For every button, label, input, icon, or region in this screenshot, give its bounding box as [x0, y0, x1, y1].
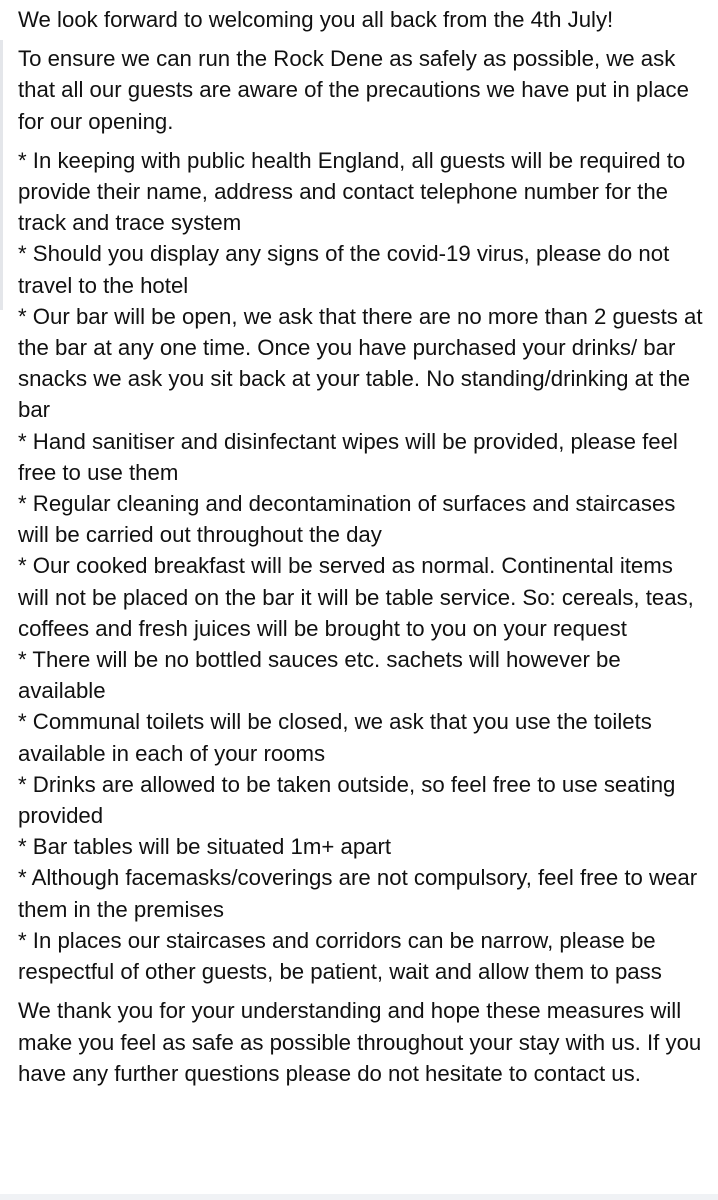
list-item: * Bar tables will be situated 1m+ apart [18, 834, 392, 860]
list-item: * There will be no bottled sauces etc. sachets will however be available [18, 647, 621, 704]
list-item: * Regular cleaning and decontamination of surfaces and staircases will be carried out throughout the day [18, 491, 676, 548]
list-item: * In places our staircases and corridors can be narrow, please be respectful of other guests, be patient, wait and allow them to pass [18, 927, 662, 985]
precautions-list [18, 145, 704, 987]
intro-line: We look forward to welcoming you all back from the 4th July! [18, 7, 614, 32]
list-item: * Although facemasks/coverings are not compulsory, feel free to wear them in the premises [18, 865, 698, 922]
list-item: * Our bar will be open, we ask that there are no more than 2 guests at the bar at any one time. Once you have purchased your drinks/ bar snacks we ask you sit back at your table. No standing/drinking at the bar [18, 303, 703, 423]
list-item: * Communal toilets will be closed, we ask that you use the toilets available in each of your rooms [18, 709, 652, 766]
list-item: * In keeping with public health England, all guests will be required to provide their name, address and contact telephone number for the track and trace system [18, 147, 686, 236]
list-item: * Should you display any signs of the covid-19 virus, please do not travel to the hotel [18, 241, 670, 298]
intro-paragraph: To ensure we can run the Rock Dene as safely as possible, we ask that all our guests are aware of the precautions we have put in place for our opening. [18, 46, 689, 134]
bottom-divider [0, 1194, 718, 1200]
list-item: * Our cooked breakfast will be served as normal. Continental items will not be placed on the bar it will be table service. So: cereals, teas, coffees and fresh juices will be brought to you on your request [18, 553, 694, 641]
closing-paragraph: We thank you for your understanding and hope these measures will make you feel as safe as possible throughout your stay with us. If you have any further questions please do not hesitate to contact us. [18, 998, 702, 1086]
list-item: * Hand sanitiser and disinfectant wipes will be provided, please feel free to use them [18, 428, 678, 485]
list-item: * Drinks are allowed to be taken outside, so feel free to use seating provided [18, 771, 676, 829]
